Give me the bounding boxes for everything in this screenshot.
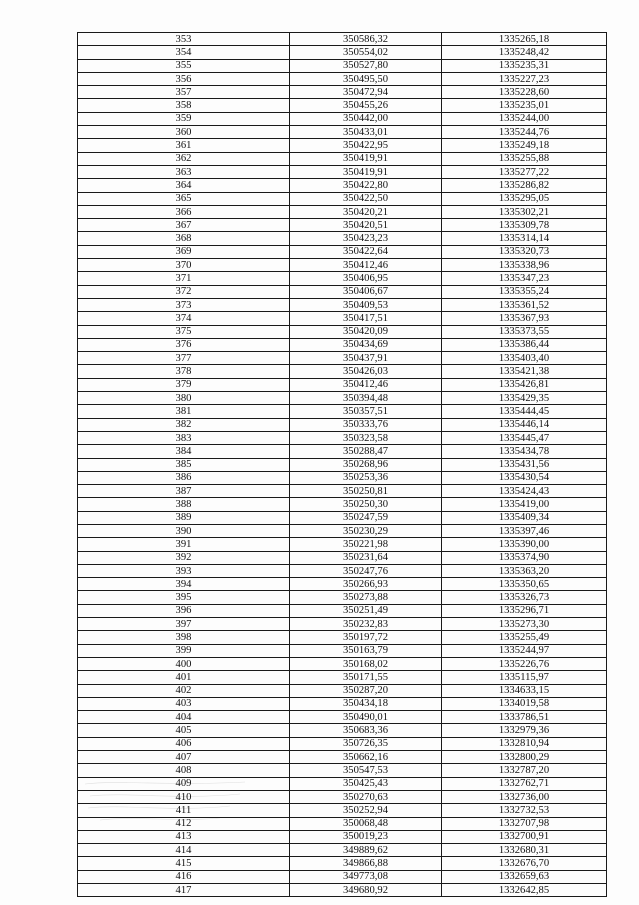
table-row <box>78 325 607 338</box>
y-coordinate-cell: 1332762,71 <box>442 777 607 790</box>
point-number-cell: 413 <box>78 830 290 843</box>
point-number-cell: 366 <box>78 205 290 218</box>
x-coordinate-cell: 350068,48 <box>290 817 442 830</box>
table-row <box>78 112 607 125</box>
x-coordinate-cell: 350323,58 <box>290 431 442 444</box>
y-coordinate-cell: 1335338,96 <box>442 259 607 272</box>
y-coordinate-cell: 1335444,45 <box>442 405 607 418</box>
y-coordinate-cell: 1332800,29 <box>442 751 607 764</box>
point-number-cell: 364 <box>78 179 290 192</box>
table-row <box>78 219 607 232</box>
x-coordinate-cell: 350417,51 <box>290 312 442 325</box>
table-row <box>78 272 607 285</box>
y-coordinate-cell: 1335314,14 <box>442 232 607 245</box>
table-row <box>78 777 607 790</box>
y-coordinate-cell: 1332680,31 <box>442 844 607 857</box>
y-coordinate-cell: 1335235,31 <box>442 59 607 72</box>
y-coordinate-cell: 1335426,81 <box>442 378 607 391</box>
point-number-cell: 391 <box>78 538 290 551</box>
y-coordinate-cell: 1335286,82 <box>442 179 607 192</box>
table-row <box>78 259 607 272</box>
x-coordinate-cell: 350586,32 <box>290 33 442 46</box>
y-coordinate-cell: 1335326,73 <box>442 591 607 604</box>
point-number-cell: 388 <box>78 498 290 511</box>
table-row <box>78 618 607 631</box>
y-coordinate-cell: 1335244,00 <box>442 112 607 125</box>
point-number-cell: 372 <box>78 285 290 298</box>
coordinates-table <box>77 32 607 897</box>
y-coordinate-cell: 1335355,24 <box>442 285 607 298</box>
point-number-cell: 375 <box>78 325 290 338</box>
y-coordinate-cell: 1335277,22 <box>442 165 607 178</box>
table-row <box>78 72 607 85</box>
y-coordinate-cell: 1332979,36 <box>442 724 607 737</box>
x-coordinate-cell: 350422,95 <box>290 139 442 152</box>
table-row <box>78 844 607 857</box>
y-coordinate-cell: 1335295,05 <box>442 192 607 205</box>
x-coordinate-cell: 349773,08 <box>290 870 442 883</box>
table-row <box>78 751 607 764</box>
x-coordinate-cell: 349680,92 <box>290 884 442 897</box>
y-coordinate-cell: 1335361,52 <box>442 298 607 311</box>
x-coordinate-cell: 350419,91 <box>290 165 442 178</box>
table-row <box>78 551 607 564</box>
point-number-cell: 392 <box>78 551 290 564</box>
table-row <box>78 657 607 670</box>
table-row <box>78 817 607 830</box>
x-coordinate-cell: 350406,67 <box>290 285 442 298</box>
table-row <box>78 631 607 644</box>
table-row <box>78 179 607 192</box>
table-row <box>78 671 607 684</box>
x-coordinate-cell: 350472,94 <box>290 86 442 99</box>
x-coordinate-cell: 350420,21 <box>290 205 442 218</box>
point-number-cell: 386 <box>78 471 290 484</box>
point-number-cell: 354 <box>78 46 290 59</box>
table-row <box>78 524 607 537</box>
point-number-cell: 387 <box>78 485 290 498</box>
table-row <box>78 405 607 418</box>
point-number-cell: 414 <box>78 844 290 857</box>
y-coordinate-cell: 1332642,85 <box>442 884 607 897</box>
table-row <box>78 870 607 883</box>
table-row <box>78 458 607 471</box>
table-row <box>78 498 607 511</box>
table-row <box>78 711 607 724</box>
point-number-cell: 358 <box>78 99 290 112</box>
table-row <box>78 604 607 617</box>
y-coordinate-cell: 1335244,97 <box>442 644 607 657</box>
table-row <box>78 352 607 365</box>
table-row <box>78 431 607 444</box>
table-row <box>78 338 607 351</box>
point-number-cell: 356 <box>78 72 290 85</box>
y-coordinate-cell: 1335235,01 <box>442 99 607 112</box>
table-row <box>78 192 607 205</box>
point-number-cell: 409 <box>78 777 290 790</box>
coordinates-table-body <box>78 33 607 897</box>
y-coordinate-cell: 1334019,58 <box>442 697 607 710</box>
x-coordinate-cell: 350221,98 <box>290 538 442 551</box>
x-coordinate-cell: 350422,50 <box>290 192 442 205</box>
x-coordinate-cell: 350163,79 <box>290 644 442 657</box>
point-number-cell: 381 <box>78 405 290 418</box>
point-number-cell: 405 <box>78 724 290 737</box>
x-coordinate-cell: 350247,76 <box>290 564 442 577</box>
point-number-cell: 360 <box>78 126 290 139</box>
x-coordinate-cell: 350252,94 <box>290 804 442 817</box>
point-number-cell: 403 <box>78 697 290 710</box>
x-coordinate-cell: 350412,46 <box>290 259 442 272</box>
x-coordinate-cell: 350683,36 <box>290 724 442 737</box>
x-coordinate-cell: 350420,51 <box>290 219 442 232</box>
y-coordinate-cell: 1335409,34 <box>442 511 607 524</box>
y-coordinate-cell: 1332676,70 <box>442 857 607 870</box>
point-number-cell: 407 <box>78 751 290 764</box>
x-coordinate-cell: 350490,01 <box>290 711 442 724</box>
point-number-cell: 400 <box>78 657 290 670</box>
x-coordinate-cell: 350442,00 <box>290 112 442 125</box>
y-coordinate-cell: 1335386,44 <box>442 338 607 351</box>
y-coordinate-cell: 1335373,55 <box>442 325 607 338</box>
y-coordinate-cell: 1335374,90 <box>442 551 607 564</box>
table-row <box>78 418 607 431</box>
table-row <box>78 684 607 697</box>
x-coordinate-cell: 350266,93 <box>290 578 442 591</box>
table-row <box>78 697 607 710</box>
x-coordinate-cell: 349889,62 <box>290 844 442 857</box>
point-number-cell: 385 <box>78 458 290 471</box>
x-coordinate-cell: 350547,53 <box>290 764 442 777</box>
x-coordinate-cell: 350420,09 <box>290 325 442 338</box>
y-coordinate-cell: 1335363,20 <box>442 564 607 577</box>
table-row <box>78 644 607 657</box>
y-coordinate-cell: 1335227,23 <box>442 72 607 85</box>
point-number-cell: 368 <box>78 232 290 245</box>
table-row <box>78 99 607 112</box>
x-coordinate-cell: 350419,91 <box>290 152 442 165</box>
y-coordinate-cell: 1335320,73 <box>442 245 607 258</box>
y-coordinate-cell: 1335424,43 <box>442 485 607 498</box>
x-coordinate-cell: 350287,20 <box>290 684 442 697</box>
x-coordinate-cell: 350270,63 <box>290 790 442 803</box>
point-number-cell: 389 <box>78 511 290 524</box>
table-row <box>78 485 607 498</box>
y-coordinate-cell: 1335115,97 <box>442 671 607 684</box>
point-number-cell: 370 <box>78 259 290 272</box>
point-number-cell: 373 <box>78 298 290 311</box>
table-row <box>78 298 607 311</box>
point-number-cell: 399 <box>78 644 290 657</box>
y-coordinate-cell: 1335429,35 <box>442 392 607 405</box>
y-coordinate-cell: 1335255,49 <box>442 631 607 644</box>
x-coordinate-cell: 350434,18 <box>290 697 442 710</box>
x-coordinate-cell: 350197,72 <box>290 631 442 644</box>
point-number-cell: 390 <box>78 524 290 537</box>
x-coordinate-cell: 350171,55 <box>290 671 442 684</box>
point-number-cell: 379 <box>78 378 290 391</box>
point-number-cell: 363 <box>78 165 290 178</box>
x-coordinate-cell: 350554,02 <box>290 46 442 59</box>
point-number-cell: 406 <box>78 737 290 750</box>
table-row <box>78 591 607 604</box>
y-coordinate-cell: 1335390,00 <box>442 538 607 551</box>
x-coordinate-cell: 350253,36 <box>290 471 442 484</box>
x-coordinate-cell: 350250,81 <box>290 485 442 498</box>
point-number-cell: 411 <box>78 804 290 817</box>
point-number-cell: 353 <box>78 33 290 46</box>
x-coordinate-cell: 350273,88 <box>290 591 442 604</box>
point-number-cell: 355 <box>78 59 290 72</box>
table-row <box>78 232 607 245</box>
x-coordinate-cell: 350726,35 <box>290 737 442 750</box>
point-number-cell: 376 <box>78 338 290 351</box>
x-coordinate-cell: 350527,80 <box>290 59 442 72</box>
y-coordinate-cell: 1332787,20 <box>442 764 607 777</box>
table-row <box>78 392 607 405</box>
table-row <box>78 578 607 591</box>
y-coordinate-cell: 1335434,78 <box>442 445 607 458</box>
point-number-cell: 417 <box>78 884 290 897</box>
table-row <box>78 165 607 178</box>
x-coordinate-cell: 350231,64 <box>290 551 442 564</box>
x-coordinate-cell: 350232,83 <box>290 618 442 631</box>
table-row <box>78 724 607 737</box>
point-number-cell: 361 <box>78 139 290 152</box>
y-coordinate-cell: 1335309,78 <box>442 219 607 232</box>
table-row <box>78 764 607 777</box>
x-coordinate-cell: 350251,49 <box>290 604 442 617</box>
x-coordinate-cell: 350230,29 <box>290 524 442 537</box>
point-number-cell: 415 <box>78 857 290 870</box>
x-coordinate-cell: 350409,53 <box>290 298 442 311</box>
table-row <box>78 857 607 870</box>
table-row <box>78 471 607 484</box>
table-row <box>78 245 607 258</box>
y-coordinate-cell: 1332707,98 <box>442 817 607 830</box>
x-coordinate-cell: 350422,64 <box>290 245 442 258</box>
table-row <box>78 538 607 551</box>
point-number-cell: 398 <box>78 631 290 644</box>
point-number-cell: 380 <box>78 392 290 405</box>
point-number-cell: 377 <box>78 352 290 365</box>
point-number-cell: 408 <box>78 764 290 777</box>
x-coordinate-cell: 350406,95 <box>290 272 442 285</box>
y-coordinate-cell: 1335431,56 <box>442 458 607 471</box>
table-row <box>78 790 607 803</box>
point-number-cell: 394 <box>78 578 290 591</box>
point-number-cell: 393 <box>78 564 290 577</box>
point-number-cell: 374 <box>78 312 290 325</box>
point-number-cell: 412 <box>78 817 290 830</box>
point-number-cell: 404 <box>78 711 290 724</box>
y-coordinate-cell: 1335296,71 <box>442 604 607 617</box>
y-coordinate-cell: 1335367,93 <box>442 312 607 325</box>
point-number-cell: 382 <box>78 418 290 431</box>
table-row <box>78 285 607 298</box>
point-number-cell: 384 <box>78 445 290 458</box>
y-coordinate-cell: 1332736,00 <box>442 790 607 803</box>
table-row <box>78 365 607 378</box>
table-row <box>78 884 607 897</box>
table-row <box>78 126 607 139</box>
table-row <box>78 830 607 843</box>
table-row <box>78 86 607 99</box>
point-number-cell: 365 <box>78 192 290 205</box>
point-number-cell: 378 <box>78 365 290 378</box>
y-coordinate-cell: 1335273,30 <box>442 618 607 631</box>
x-coordinate-cell: 350433,01 <box>290 126 442 139</box>
x-coordinate-cell: 350495,50 <box>290 72 442 85</box>
x-coordinate-cell: 350394,48 <box>290 392 442 405</box>
point-number-cell: 359 <box>78 112 290 125</box>
point-number-cell: 401 <box>78 671 290 684</box>
y-coordinate-cell: 1332659,63 <box>442 870 607 883</box>
x-coordinate-cell: 350288,47 <box>290 445 442 458</box>
x-coordinate-cell: 350434,69 <box>290 338 442 351</box>
point-number-cell: 367 <box>78 219 290 232</box>
table-row <box>78 804 607 817</box>
table-row <box>78 59 607 72</box>
y-coordinate-cell: 1335430,54 <box>442 471 607 484</box>
point-number-cell: 357 <box>78 86 290 99</box>
y-coordinate-cell: 1335249,18 <box>442 139 607 152</box>
point-number-cell: 383 <box>78 431 290 444</box>
table-row <box>78 33 607 46</box>
y-coordinate-cell: 1332700,91 <box>442 830 607 843</box>
table-row <box>78 152 607 165</box>
y-coordinate-cell: 1335445,47 <box>442 431 607 444</box>
point-number-cell: 396 <box>78 604 290 617</box>
point-number-cell: 397 <box>78 618 290 631</box>
y-coordinate-cell: 1335244,76 <box>442 126 607 139</box>
y-coordinate-cell: 1335265,18 <box>442 33 607 46</box>
y-coordinate-cell: 1335255,88 <box>442 152 607 165</box>
table-row <box>78 139 607 152</box>
x-coordinate-cell: 350455,26 <box>290 99 442 112</box>
x-coordinate-cell: 350662,16 <box>290 751 442 764</box>
x-coordinate-cell: 350247,59 <box>290 511 442 524</box>
point-number-cell: 416 <box>78 870 290 883</box>
x-coordinate-cell: 350250,30 <box>290 498 442 511</box>
point-number-cell: 395 <box>78 591 290 604</box>
x-coordinate-cell: 350168,02 <box>290 657 442 670</box>
y-coordinate-cell: 1335228,60 <box>442 86 607 99</box>
x-coordinate-cell: 350019,23 <box>290 830 442 843</box>
x-coordinate-cell: 350425,43 <box>290 777 442 790</box>
y-coordinate-cell: 1335419,00 <box>442 498 607 511</box>
point-number-cell: 362 <box>78 152 290 165</box>
point-number-cell: 402 <box>78 684 290 697</box>
y-coordinate-cell: 1335421,38 <box>442 365 607 378</box>
y-coordinate-cell: 1332732,53 <box>442 804 607 817</box>
table-row <box>78 46 607 59</box>
y-coordinate-cell: 1333786,51 <box>442 711 607 724</box>
y-coordinate-cell: 1332810,94 <box>442 737 607 750</box>
table-row <box>78 378 607 391</box>
x-coordinate-cell: 350412,46 <box>290 378 442 391</box>
y-coordinate-cell: 1335347,23 <box>442 272 607 285</box>
y-coordinate-cell: 1335403,40 <box>442 352 607 365</box>
x-coordinate-cell: 350268,96 <box>290 458 442 471</box>
table-row <box>78 564 607 577</box>
x-coordinate-cell: 350437,91 <box>290 352 442 365</box>
y-coordinate-cell: 1335446,14 <box>442 418 607 431</box>
point-number-cell: 410 <box>78 790 290 803</box>
x-coordinate-cell: 350426,03 <box>290 365 442 378</box>
table-row <box>78 312 607 325</box>
point-number-cell: 371 <box>78 272 290 285</box>
table-row <box>78 737 607 750</box>
x-coordinate-cell: 350422,80 <box>290 179 442 192</box>
x-coordinate-cell: 349866,88 <box>290 857 442 870</box>
y-coordinate-cell: 1335397,46 <box>442 524 607 537</box>
table-row <box>78 511 607 524</box>
table-row <box>78 445 607 458</box>
y-coordinate-cell: 1334633,15 <box>442 684 607 697</box>
y-coordinate-cell: 1335248,42 <box>442 46 607 59</box>
y-coordinate-cell: 1335302,21 <box>442 205 607 218</box>
x-coordinate-cell: 350423,23 <box>290 232 442 245</box>
x-coordinate-cell: 350333,76 <box>290 418 442 431</box>
x-coordinate-cell: 350357,51 <box>290 405 442 418</box>
y-coordinate-cell: 1335350,65 <box>442 578 607 591</box>
table-row <box>78 205 607 218</box>
y-coordinate-cell: 1335226,76 <box>442 657 607 670</box>
point-number-cell: 369 <box>78 245 290 258</box>
